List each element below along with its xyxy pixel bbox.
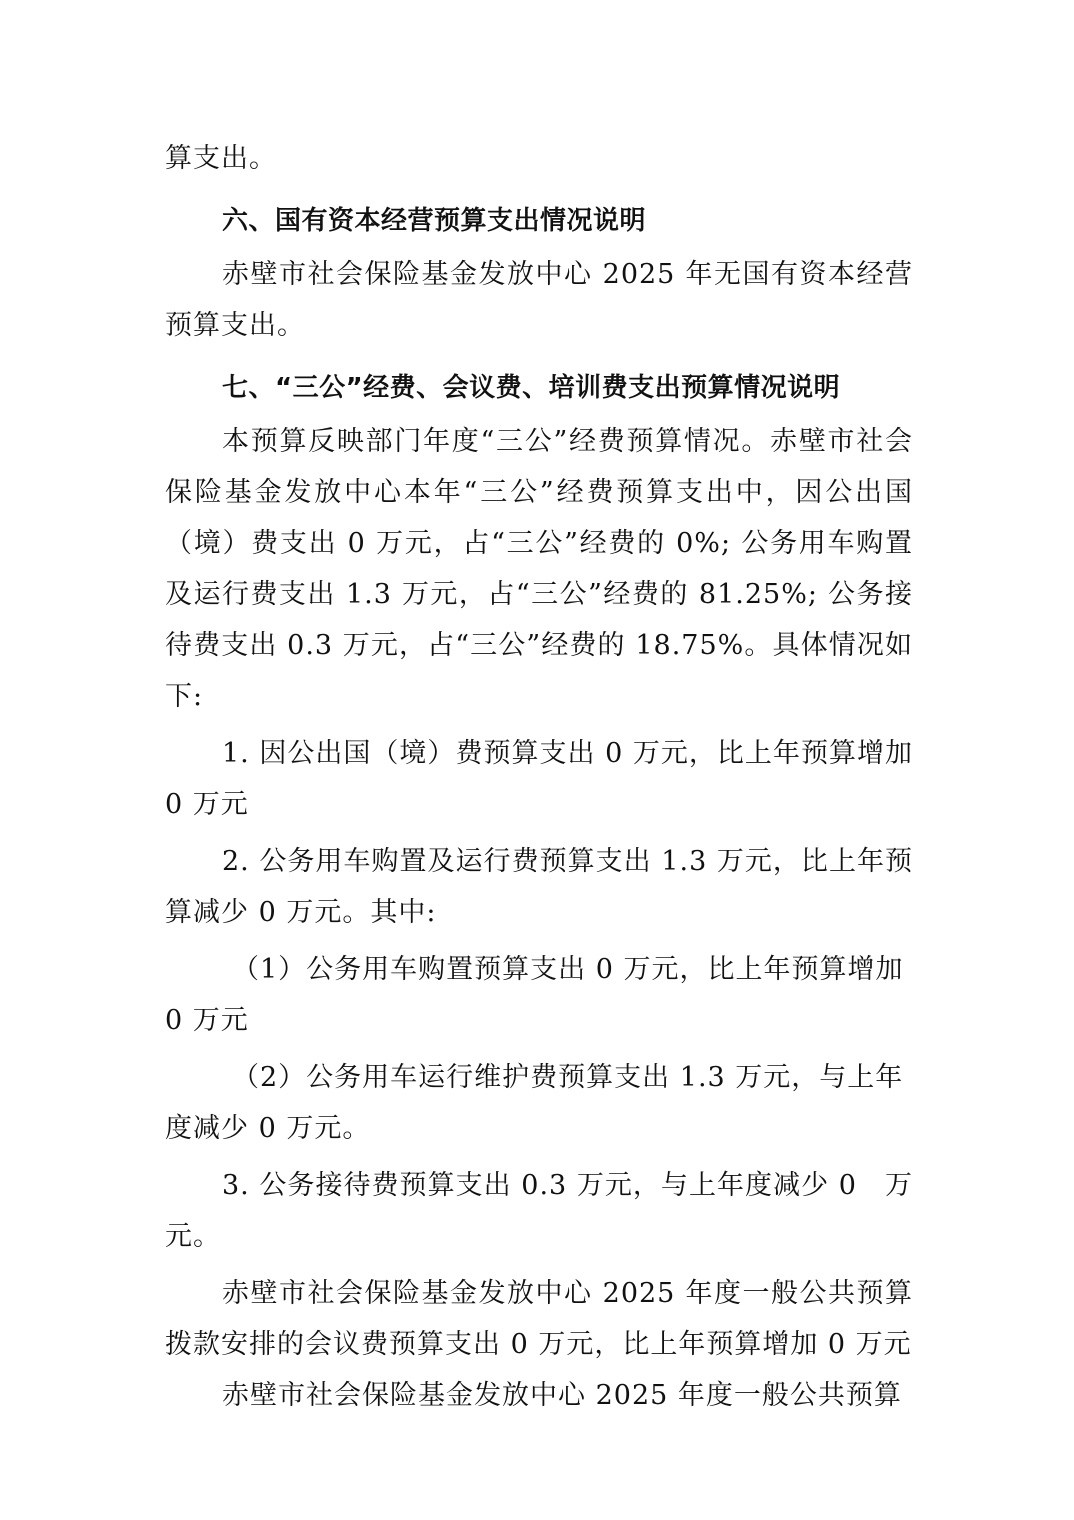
- list-item-3: 3. 公务接待费预算支出 0.3 万元，与上年度减少 0 万元。: [165, 1170, 913, 1252]
- paragraph-three-public-overview: 本预算反映部门年度“三公”经费预算情况。赤壁市社会保险基金发放中心本年“三公”经费预算支出中，因公出国（境）费支出 0 万元，占“三公”经费的 0%; 公务用车购置及运行费支出 1.3 万元，占“三公”经费的 81.25%; 公务接待费支出 0.3 万元，占“三公”经费的 18.75%。具体情况如下:: [165, 426, 913, 712]
- paragraph-continuation: 算支出。: [165, 143, 277, 174]
- paragraph-state-capital: 赤壁市社会保险基金发放中心 2025 年无国有资本经营预算支出。: [165, 259, 913, 341]
- sub-item-2: （2）公务用车运行维护费预算支出 1.3 万元，与上年度减少 0 万元。: [165, 1062, 904, 1144]
- section-heading-7: 七、“三公”经费、会议费、培训费支出预算情况说明: [222, 373, 841, 403]
- sub-item-1: （1）公务用车购置预算支出 0 万元，比上年预算增加 0 万元: [165, 954, 904, 1036]
- paragraph-meeting-fee: 赤壁市社会保险基金发放中心 2025 年度一般公共预算拨款安排的会议费预算支出 0 万元，比上年预算增加 0 万元: [165, 1278, 913, 1360]
- document-body: [165, 133, 913, 1421]
- list-item-1: 1. 因公出国（境）费预算支出 0 万元，比上年预算增加 0 万元: [165, 738, 913, 820]
- paragraph-training-fee: 赤壁市社会保险基金发放中心 2025 年度一般公共预算: [222, 1380, 902, 1411]
- list-item-2: 2. 公务用车购置及运行费预算支出 1.3 万元，比上年预算减少 0 万元。其中:: [165, 846, 913, 928]
- section-heading-6: 六、国有资本经营预算支出情况说明: [222, 206, 647, 236]
